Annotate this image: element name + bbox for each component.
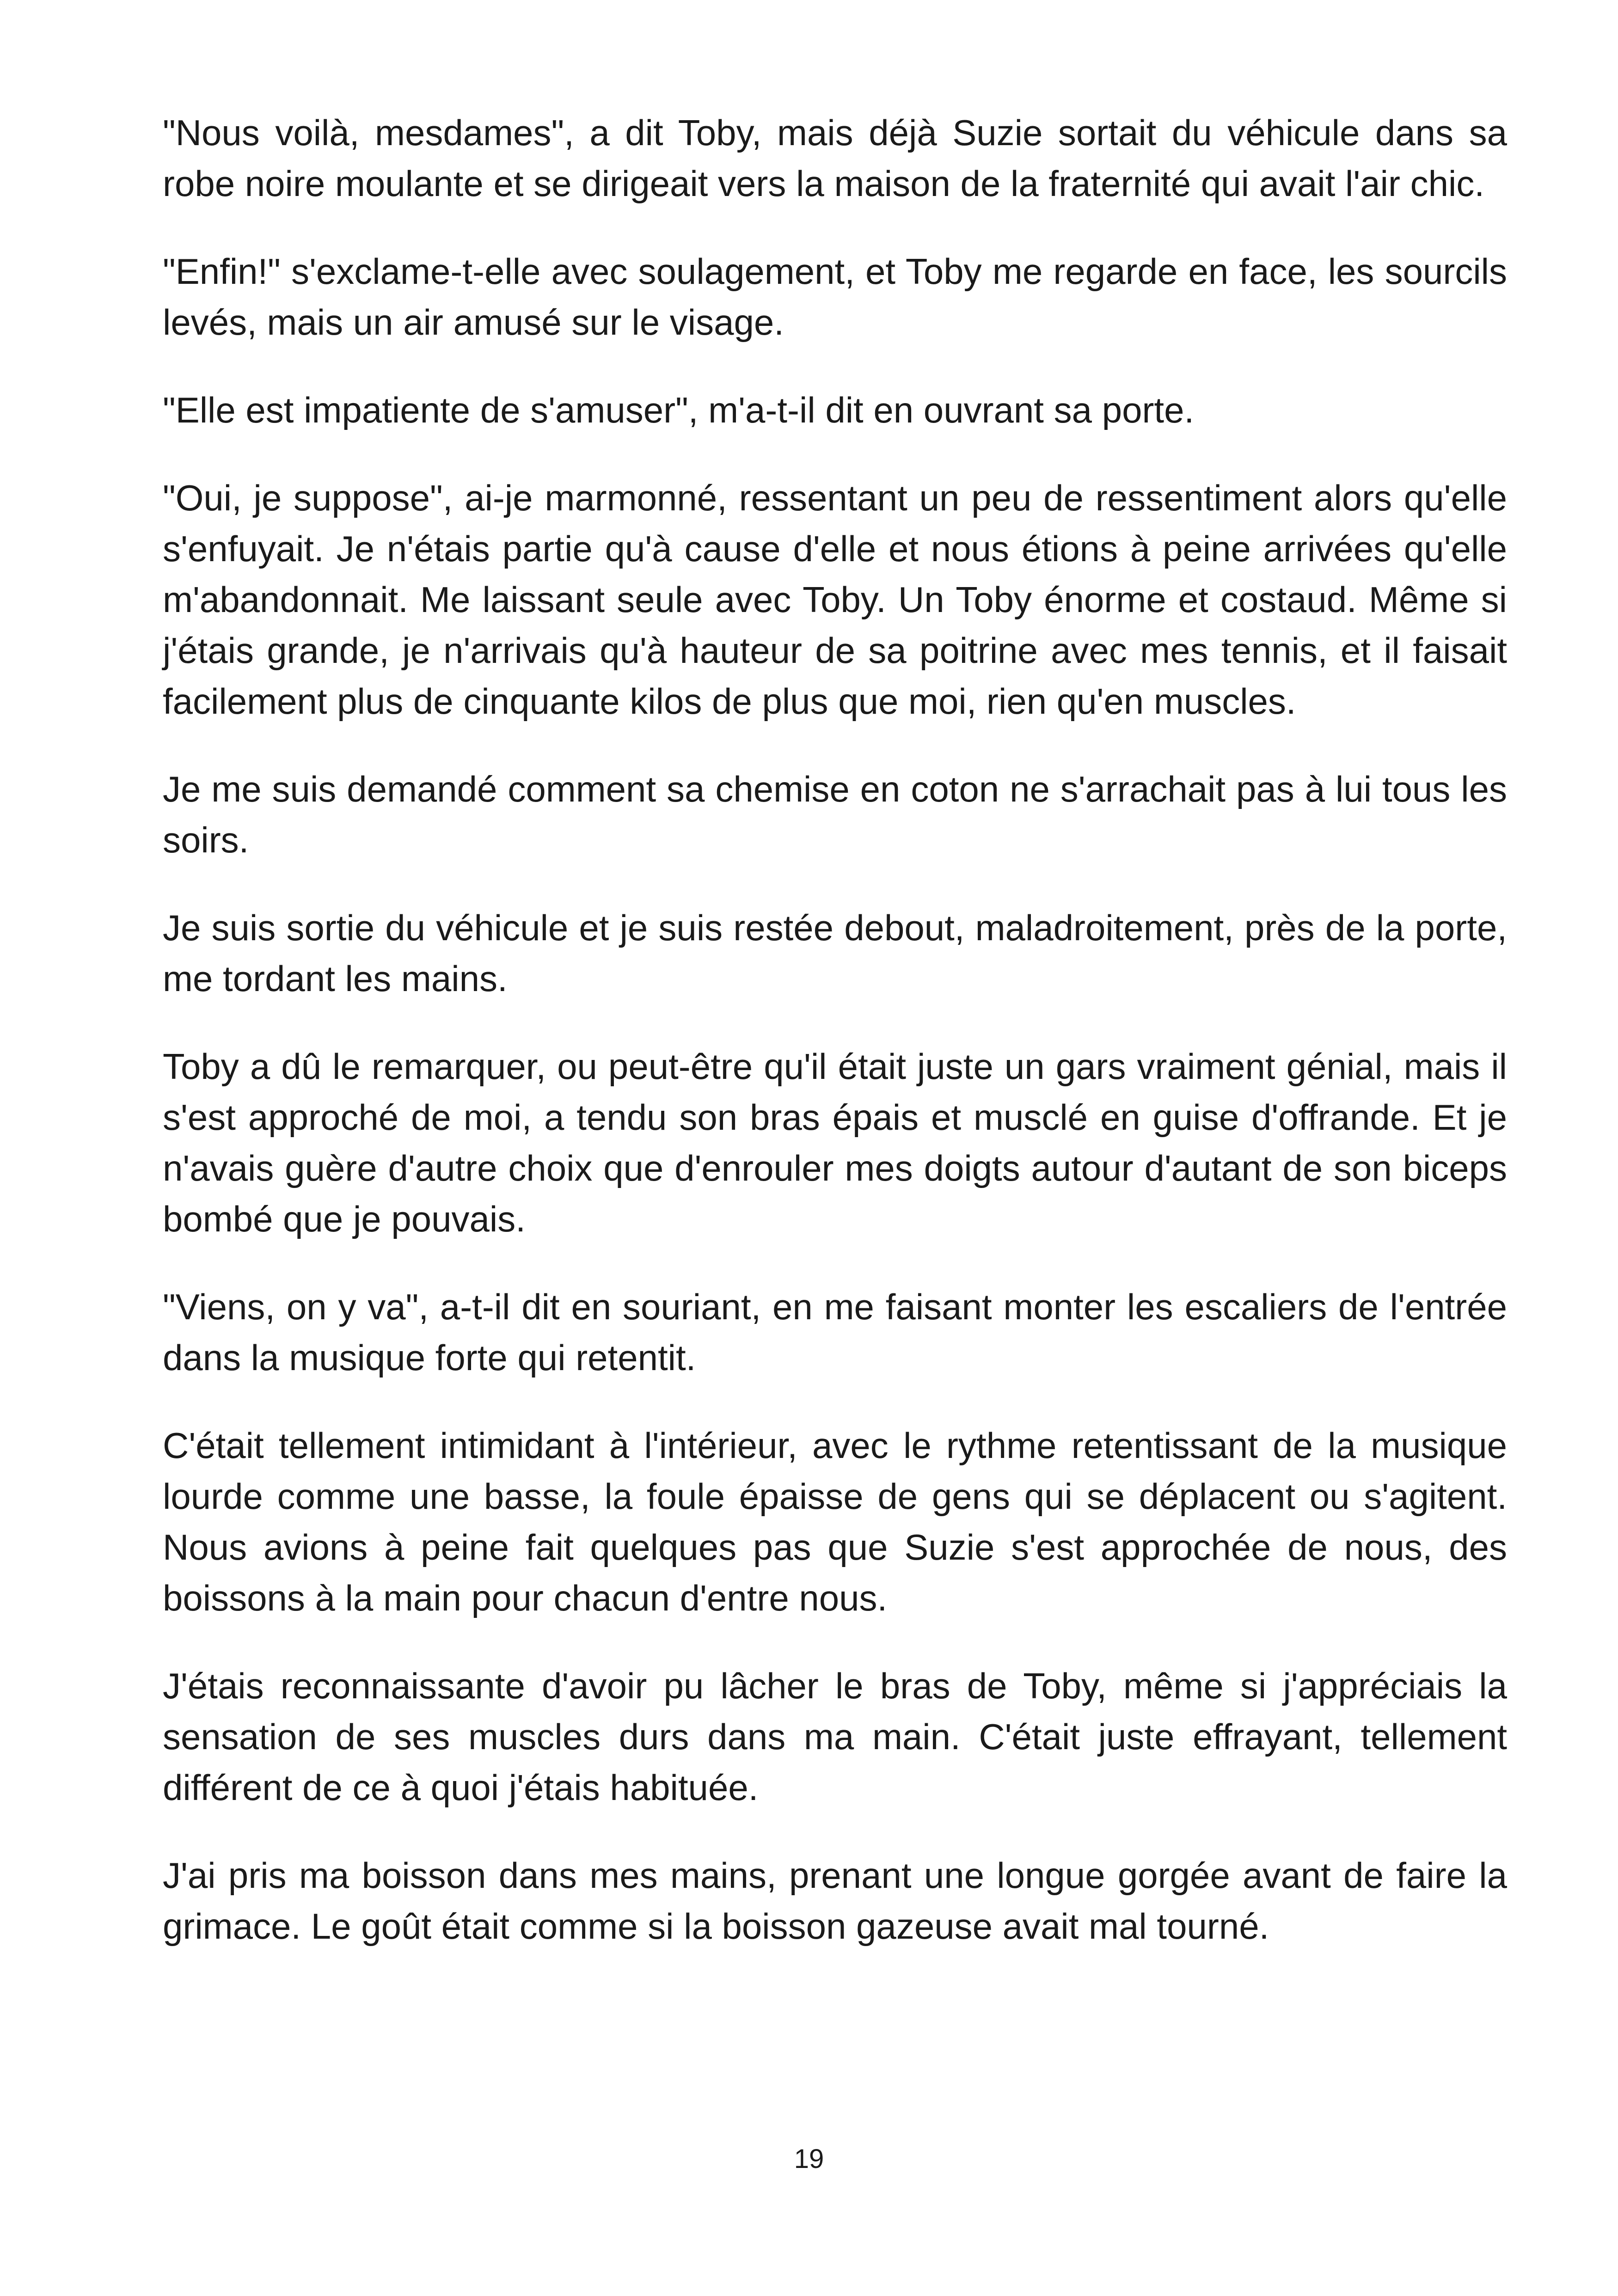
paragraph: Toby a dû le remarquer, ou peut-être qu'il était juste un gars vraiment génial, mais il s'est approché de moi, a tendu son bras épais et musclé en guise d'offrande. Et je n'avais guère d'autre choix que d'enrouler mes doigts autour d'autant de son biceps bombé que je pouvais. xyxy=(163,1046,1507,1239)
paragraph: J'étais reconnaissante d'avoir pu lâcher le bras de Toby, même si j'appréciais la sensation de ses muscles durs dans ma main. C'était juste effrayant, tellement différent de ce à quoi j'étais habituée. xyxy=(163,1665,1507,1808)
paragraph: "Nous voilà, mesdames", a dit Toby, mais déjà Suzie sortait du véhicule dans sa robe noire moulante et se dirigeait vers la maison de la fraternité qui avait l'air chic. xyxy=(163,112,1507,204)
paragraph: "Elle est impatiente de s'amuser", m'a-t-il dit en ouvrant sa porte. xyxy=(163,390,1195,430)
paragraph: J'ai pris ma boisson dans mes mains, prenant une longue gorgée avant de faire la grimace. Le goût était comme si la boisson gazeuse avait mal tourné. xyxy=(163,1855,1507,1947)
paragraph: "Viens, on y va", a-t-il dit en souriant, en me faisant monter les escaliers de l'entrée dans la musique forte qui retentit. xyxy=(163,1286,1507,1378)
paragraph: C'était tellement intimidant à l'intérieur, avec le rythme retentissant de la musique lourde comme une basse, la foule épaisse de gens qui se déplacent ou s'agitent. Nous avions à peine fait quelques pas que Suzie s'est approchée de nous, des boissons à la main pour chacun d'entre nous. xyxy=(163,1425,1507,1618)
paragraph: "Enfin!" s'exclame-t-elle avec soulagement, et Toby me regarde en face, les sourcils levés, mais un air amusé sur le visage. xyxy=(163,251,1507,343)
paragraph: Je me suis demandé comment sa chemise en coton ne s'arrachait pas à lui tous les soirs. xyxy=(163,769,1507,860)
body-text xyxy=(163,107,1507,1989)
paragraph: "Oui, je suppose", ai-je marmonné, ressentant un peu de ressentiment alors qu'elle s'enfuyait. Je n'étais partie qu'à cause d'elle et nous étions à peine arrivées qu'elle m'abandonnait. Me laissant seule avec Toby. Un Toby énorme et costaud. Même si j'étais grande, je n'arrivais qu'à hauteur de sa poitrine avec mes tennis, et il faisait facilement plus de cinquante kilos de plus que moi, rien qu'en muscles. xyxy=(163,478,1507,722)
page-number: 19 xyxy=(794,2144,824,2174)
paragraph: Je suis sortie du véhicule et je suis restée debout, maladroitement, près de la porte, me tordant les mains. xyxy=(163,907,1507,999)
